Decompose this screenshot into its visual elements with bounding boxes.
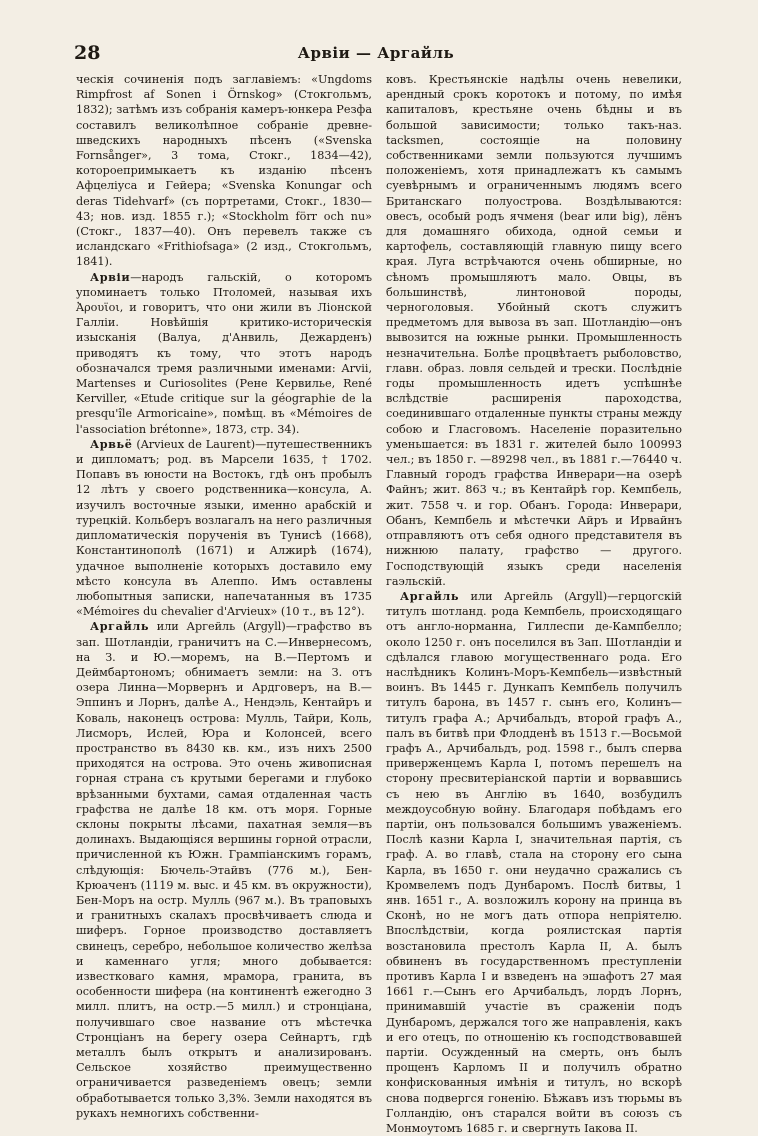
right-column <box>386 72 682 1136</box>
entry-continuation <box>386 72 682 589</box>
entry-text: ческія сочиненія подъ заглавіемъ: «Ungdoms Rimpfrost af Sonen i Örnskog» (Стокгольмъ, 1832); затѣмъ изъ собранія камеръ-юнкера Резфа составилъ великолѣпное собраніе древне-шведскихъ народныхъ пѣсенъ («Svenska Fornsånger», 3 тома, Стокг., 1834—42), котороепримыкаетъ къ изданію пѣсенъ Афцеліуса и Гейера; «Svenska Konungar och deras Tidehvarf» (съ портретами, Стокг., 1830—43; нов. изд. 1855 г.); «Stockholm förr och nu» (Стокг., 1837—40). Онъ перевелъ также съ исландскаго «Frithiofsaga» (2 изд., Стокгольмъ, 1841). <box>76 73 372 269</box>
entry-headword: Арвьё <box>90 436 133 451</box>
running-head: Арвіи — Аргайль <box>297 44 455 62</box>
entry-argyll-county <box>76 619 372 1121</box>
entry-arvieux <box>76 437 372 619</box>
entry-headword: Аргайль <box>400 588 460 603</box>
entry-text: ковъ. Крестьянскіе надѣлы очень невелики, арендный срокъ коротокъ и потому, по имѣя капиталовъ, крестьяне очень бѣдны и въ большой зависимости; только такъ-наз. tacksmen, состоящіе на половину собственниками земли пользуются лучшимъ положеніемъ, хотя принадлежатъ къ самымъ суевѣрнымъ и ограниченнымъ людямъ всего Британскаго полуострова. Воздѣлываются: овесъ, особый родъ ячменя (bear или big), лёнъ для домашняго обихода, одной семьи и картофель, составляющій главную пищу всего края. Луга встрѣчаются очень обширные, но сѣномъ промышляютъ мало. Овцы, въ большинствѣ, линтоновой породы, черноголовыя. Убойный скотъ служитъ предметомъ для вывоза въ зап. Шотландію—онъ вывозится на южные рынки. Промышленность незначительна. Болѣе процвѣтаетъ рыболовство, главн. образ. ловля сельдей и трески. Послѣдніе годы промышленность идетъ успѣшнѣе вслѣдствіе расширенія пароходства, соединившаго отдаленные пункты страны между собою и Гласговомъ. Населеніе поразительно уменьшается: въ 1831 г. жителей было 100993 чел.; въ 1850 г. —89298 чел., въ 1881 г.—76440 ч. Главный городъ графства Инверари—на озерѣ Файнъ; жит. 863 ч.; въ Кентайрѣ гор. Кемпбель, жит. 7558 ч. и гор. Обанъ. Города: Инверари, Обанъ, Кемпбель и мѣстечки Айръ и Ирвайнъ отправляютъ отъ себя одного представителя въ нижнюю палату, графство — другого. Господствующій языкъ среди населенія гаэльскій. <box>386 73 682 588</box>
entry-headword: Арвіи <box>90 269 131 284</box>
entry-text: —народъ гальскій, о которомъ упоминаетъ только Птоломей, называя ихъ Ἀρουϊοι, и говоритъ, что они жили въ Ліонской Галліи. Новѣйшія критико-историческія изысканія (Валуа, д'Анвиль, Дежарденъ) приводятъ къ тому, что этотъ народъ обозначался тремя различными именами: Arvii, Martenses и Curiosolites (Рене Кервилье, René Kerviller, «Etude critique sur la géographie de la presqu'île Armoricaine», помѣщ. въ «Mémoires de l'association brétonne», 1873, стр. 34). <box>76 270 372 436</box>
text-columns <box>76 72 688 1136</box>
entry-text: или Аргейль (Argyll)—герцогскій титулъ шотланд. рода Кемпбель, происходящаго отъ англо-норманна, Гиллеспи де-Кампбелло; около 1250 г. онъ поселился въ Зап. Шотландіи и сдѣлался главою могущественнаго рода. Его наслѣдникъ Колинъ-Моръ-Кемпбель—извѣстный воинъ. Въ 1445 г. Дункапъ Кемпбель получилъ титулъ барона, въ 1457 г. сынъ его, Колинъ—титулъ графа А.; Арчибальдъ, второй графъ А., палъ въ битвѣ при Флодденѣ въ 1513 г.—Восьмой графъ А., Арчибальдъ, род. 1598 г., былъ сперва приверженцемъ Карла I, потомъ перешелъ на сторону пресвитеріанской партіи и ворвавшись съ нею въ Англію въ 1640, возбудилъ междоусобную войну. Благодаря побѣдамъ его партіи, онъ пользовался большимъ уваженіемъ. Послѣ казни Карла I, значительная партія, съ граф. А. во главѣ, стала на сторону его сына Карла, въ 1650 г. они неудачно сражались съ Кромвелемъ подъ Дунбаромъ. Послѣ битвы, 1 янв. 1651 г., А. возложилъ корону на принца въ Сконѣ, но не могъ дать отпора непріятелю. Впослѣдствіи, когда роялистская партія возстановила престолъ Карла II, А. былъ обвиненъ въ государственномъ преступленіи противъ Карла I и взведенъ на эшафотъ 27 мая 1661 г.—Сынъ его Арчибальдъ, лордъ Лорнъ, принимавшій участіе въ сраженіи подъ Дунбаромъ, держался того же направленія, какъ и его отецъ, по отношенію къ господствовавшей партіи. Осужденный на смерть, онъ былъ прощенъ Карломъ II и получилъ обратно конфискованныя имѣнія и титулъ, но вскорѣ снова подвергся гоненію. Бѣжавъ изъ тюрьмы въ Голландію, онъ старался войти въ союзъ съ Монмоутомъ 1685 г. и свергнуть Іакова II. <box>386 589 682 1136</box>
entry-continuation <box>76 72 372 270</box>
entry-arvii <box>76 270 372 437</box>
page-number: 28 <box>74 42 101 64</box>
left-column <box>76 72 372 1120</box>
entry-argyll-title <box>386 589 682 1136</box>
entry-headword: Аргайль <box>90 619 150 634</box>
entry-text: или Аргейль (Argyll)—графство въ зап. Шотландіи, граничитъ на С.—Инвернесомъ, на З. и Ю.—моремъ, на В.—Пертомъ и Деймбартономъ; обнимаетъ земли: на З. отъ озера Линна—Морвернъ и Ардговеръ, на В.—Эппинъ и Лорнъ, далѣе А., Нендэль, Кентайръ и Коваль, наконецъ острова: Мулль, Тайри, Коль, Лисморъ, Ислей, Юра и Колонсей, всего пространство въ 8430 кв. км., изъ нихъ 2500 приходятся на острова. Это очень живописная горная страна съ крутыми берегами и глубоко врѣзанными бухтами, самая отдаленная часть графства не далѣе 18 км. отъ моря. Горные склоны покрыты лѣсами, пахатная земля—въ долинахъ. Выдающіяся вершины горной отрасли, причисленной къ Южн. Грампіанскимъ горамъ, слѣдующія: Бючель-Этайвъ (776 м.), Бен-Крюаченъ (1119 м. выс. и 45 км. въ окружности), Бен-Моръ на остр. Мулль (967 м.). Въ траповыхъ и гранитныхъ скалахъ просвѣчиваетъ слюда и шиферъ. Горное производство доставляетъ свинецъ, серебро, небольшое количество желѣза и каменнаго угля; много добывается: известковаго камня, мрамора, гранита, въ особенности шифера (на континентѣ ежегодно 3 милл. плитъ, на остр.—5 милл.) и стронціана, получившаго свое название отъ мѣстечка Стронціанъ на берегу озера Сейнартъ, гдѣ металлъ былъ открытъ и анализированъ. Сельское хозяйство преимущественно ограничивается разведеніемъ овецъ; земли обработывается только 3,3%. Земли находятся въ рукахъ немногихъ собственни- <box>76 620 372 1120</box>
page-header <box>74 42 678 66</box>
entry-text: (Arvieux de Laurent)—путешественникъ и дипломатъ; род. въ Марсели 1635, † 1702. Попавъ въ юности на Востокъ, гдѣ онъ пробылъ 12 лѣтъ у своего родственника—консула, А. изучилъ восточные языки, именно арабскій и турецкій. Кольберъ возлагалъ на него различныя дипломатическія порученія въ Тунисѣ (1668), Константинополѣ (1671) и Алжирѣ (1674), удачное выполненіе которыхъ доставило ему мѣсто консула въ Алеппо. Имъ оставлены любопытныя записки, напечатанныя въ 1735 «Mémoires du chevalier d'Arvieux» (10 т., въ 12°). <box>76 437 372 619</box>
